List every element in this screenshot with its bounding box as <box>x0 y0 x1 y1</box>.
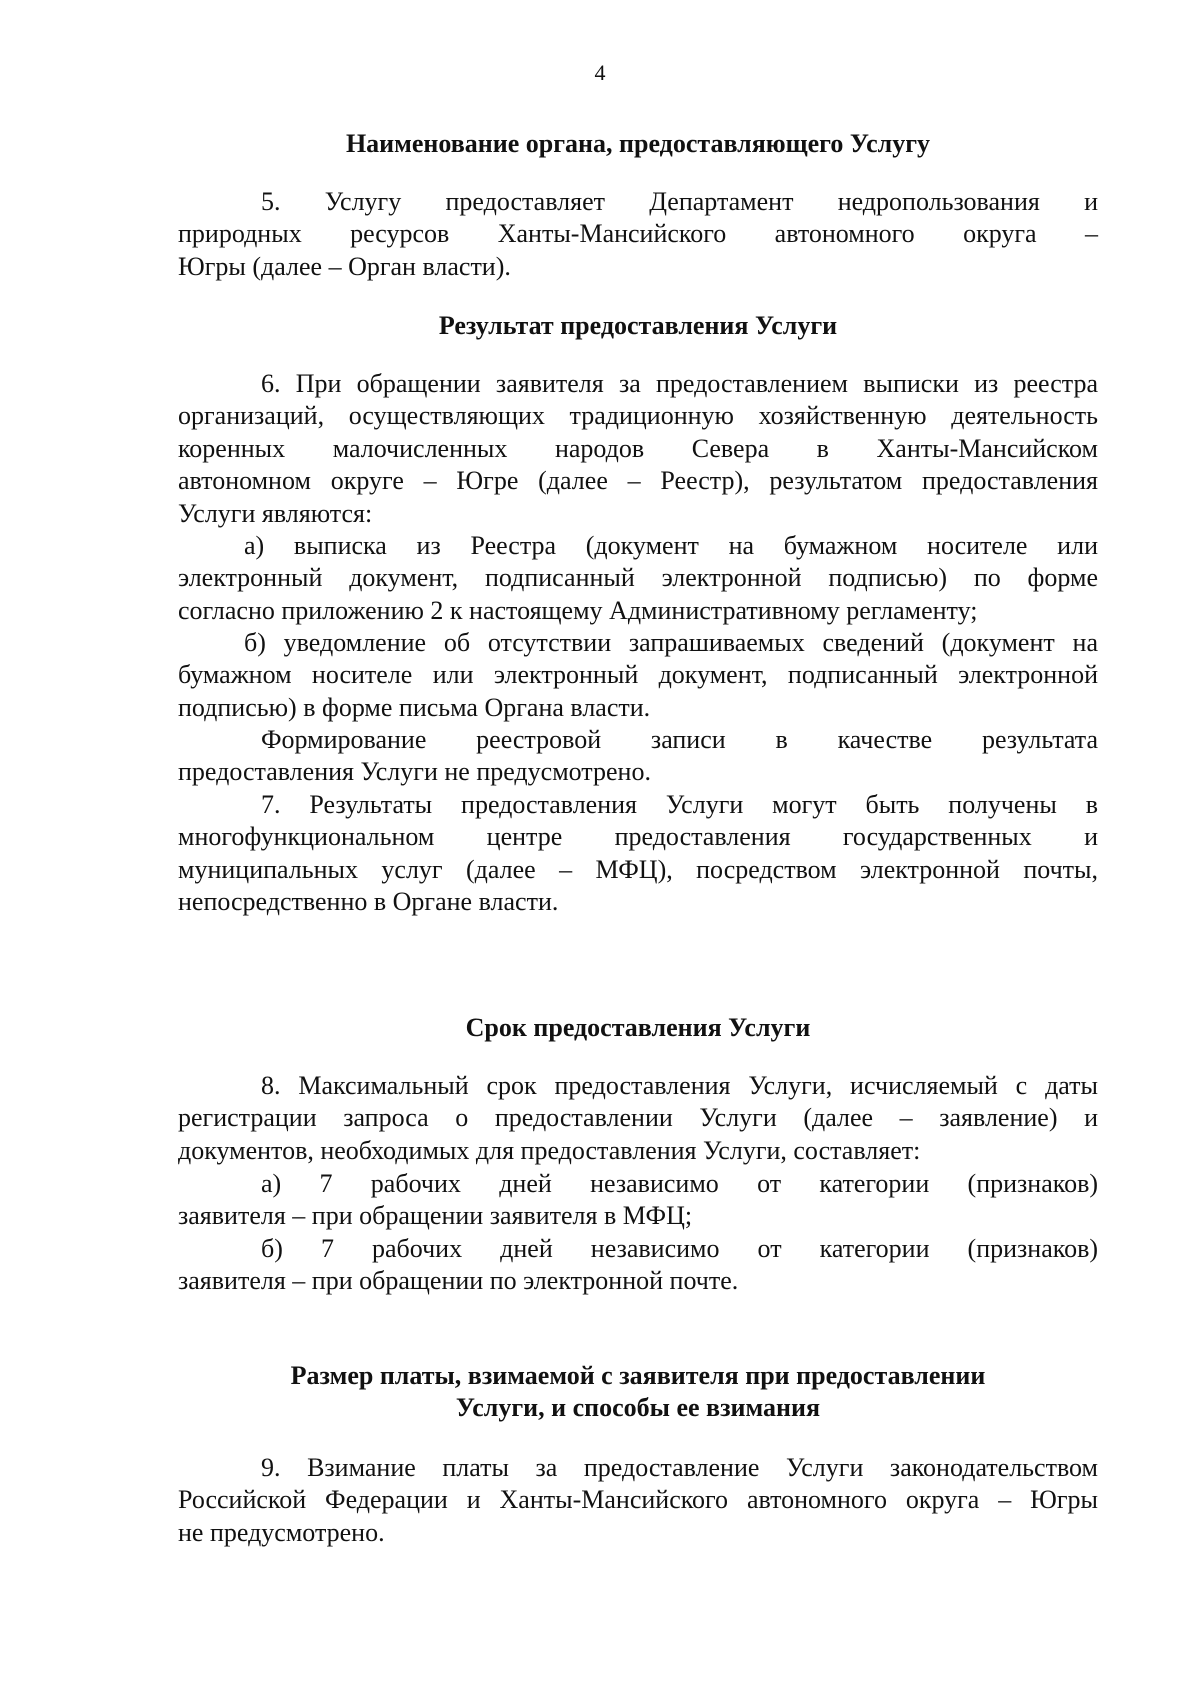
paragraph-line: природных ресурсов Ханты-Мансийского автономного округа – <box>178 219 1098 249</box>
paragraph-line: 9. Взимание платы за предоставление Услуги законодательством <box>261 1453 1098 1482</box>
paragraph-8 <box>178 1070 1098 1167</box>
paragraph-line: заявителя – при обращении по электронной почте. <box>178 1266 739 1296</box>
paragraph-line: Российской Федерации и Ханты-Мансийского автономного округа – Югры <box>178 1485 1098 1515</box>
paragraph-8b <box>178 1233 1098 1298</box>
page-number: 4 <box>594 60 606 85</box>
paragraph-line: документов, необходимых для предоставления Услуги, составляет: <box>178 1135 921 1165</box>
paragraph-6a <box>178 530 1098 627</box>
paragraph-line: электронный документ, подписанный электронной подписью) по форме <box>178 563 1098 593</box>
paragraph-line: муниципальных услуг (далее – МФЦ), посредством электронной почты, <box>178 854 1098 884</box>
section-heading-result: Результат предоставления Услуги <box>438 311 838 340</box>
paragraph-line: а) выписка из Реестра (документ на бумажном носителе или <box>244 531 1098 560</box>
paragraph-line: 6. При обращении заявителя за предоставлением выписки из реестра <box>261 369 1098 398</box>
paragraph-line: 8. Максимальный срок предоставления Услуги, исчисляемый с даты <box>261 1071 1098 1100</box>
paragraph-line: не предусмотрено. <box>178 1517 385 1547</box>
paragraph-line: непосредственно в Органе власти. <box>178 887 559 917</box>
paragraph-line: Услуги являются: <box>178 498 373 528</box>
section-heading-fee <box>178 1360 1098 1424</box>
paragraph-line: а) 7 рабочих дней независимо от категории (признаков) <box>261 1169 1098 1198</box>
paragraph-6b <box>178 627 1098 724</box>
paragraph-line: многофункциональном центре предоставления государственных и <box>178 822 1098 852</box>
paragraph-line: организаций, осуществляющих традиционную хозяйственную деятельность <box>178 401 1098 431</box>
paragraph-6c <box>178 724 1098 789</box>
paragraph-line: 7. Результаты предоставления Услуги могут быть получены в <box>261 790 1098 819</box>
section-heading-line: Размер платы, взимаемой с заявителя при предоставлении <box>290 1361 986 1390</box>
paragraph-8a <box>178 1168 1098 1233</box>
paragraph-9 <box>178 1452 1098 1549</box>
paragraph-line: регистрации запроса о предоставлении Услуги (далее – заявление) и <box>178 1103 1098 1133</box>
paragraph-line: Югры (далее – Орган власти). <box>178 251 511 281</box>
paragraph-line: автономном округе – Югре (далее – Реестр), результатом предоставления <box>178 466 1098 496</box>
paragraph-line: 5. Услугу предоставляет Департамент недропользования и <box>261 187 1098 216</box>
paragraph-line: бумажном носителе или электронный документ, подписанный электронной <box>178 660 1098 690</box>
section-heading-authority: Наименование органа, предоставляющего Услугу <box>345 129 931 158</box>
section-heading-line: Услуги, и способы ее взимания <box>455 1393 821 1422</box>
paragraph-6 <box>178 368 1098 530</box>
paragraph-line: коренных малочисленных народов Севера в Ханты-Мансийском <box>178 433 1098 463</box>
paragraph-7 <box>178 789 1098 919</box>
paragraph-5 <box>178 186 1098 283</box>
paragraph-line: заявителя – при обращении заявителя в МФЦ; <box>178 1201 693 1231</box>
paragraph-line: согласно приложению 2 к настоящему Административному регламенту; <box>178 595 978 625</box>
paragraph-line: подписью) в форме письма Органа власти. <box>178 692 651 722</box>
paragraph-line: предоставления Услуги не предусмотрено. <box>178 757 651 787</box>
paragraph-line: Формирование реестровой записи в качестве результата <box>261 725 1098 754</box>
paragraph-line: б) уведомление об отсутствии запрашиваемых сведений (документ на <box>244 628 1098 657</box>
section-heading-term: Срок предоставления Услуги <box>465 1013 811 1042</box>
paragraph-line: б) 7 рабочих дней независимо от категории (признаков) <box>261 1234 1098 1263</box>
